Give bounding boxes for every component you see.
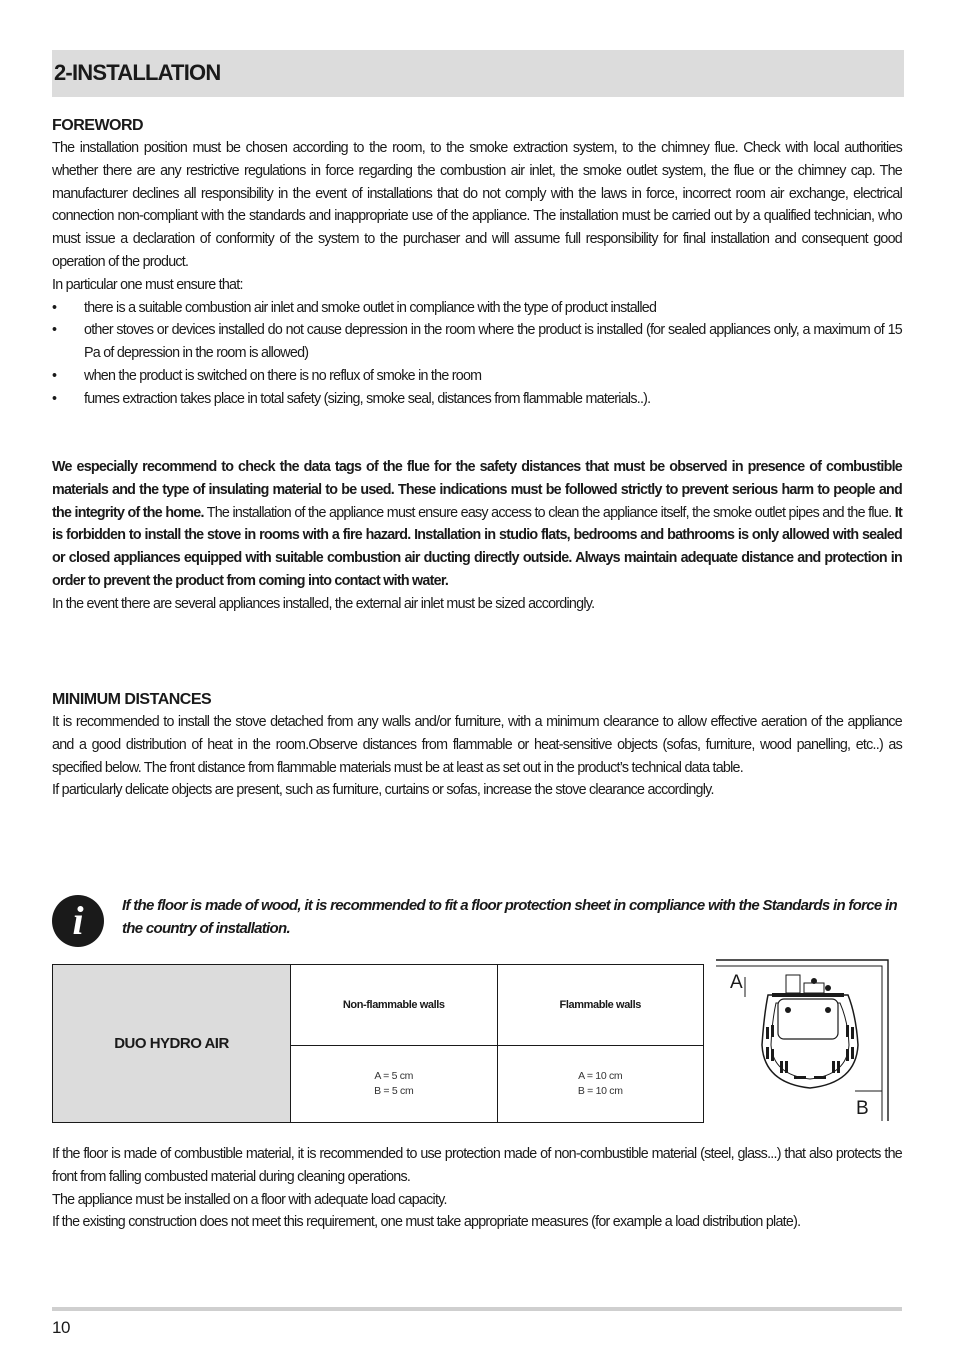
minimum-distances-heading: MINIMUM DISTANCES [52,691,212,708]
label-a: A [730,972,743,993]
flammable-values [497,1046,704,1123]
safety-paragraph [52,456,902,593]
floor-section [52,1143,902,1234]
stove-clearance-diagram [710,955,892,1125]
header-flammable: Flammable walls [497,965,704,1046]
bullet-item: • fumes extraction takes place in total safety (sizing, smoke seal, distances from flammable materials..). [52,388,902,411]
minimum-distances-paragraph: It is recommended to install the stove detached from any walls and/or furniture, with a minimum clearance to allow effective aeration of the appliance and a good distribution of heat in the room.Observe distances from flammable or heat-sensitive objects (sofas, furniture, wood panelling, etc..) as specified below. The front distance from flammable materials must be at least as set out in the product’s technical data table. [52,714,902,776]
section-title-bar [52,50,904,97]
foreword-intro: In particular one must ensure that: [52,276,243,293]
non-flammable-a: A = 5 cm [374,1070,414,1082]
foreword-heading: FOREWORD [52,117,144,134]
non-flammable-values [291,1046,498,1123]
flammable-a: A = 10 cm [578,1070,623,1082]
info-icon: i [52,895,104,947]
floor-paragraph-3: If the existing construction does not meet this requirement, one must take appropriate measures (for example a load distribution plate). [52,1214,801,1231]
foreword-paragraph: The installation position must be chosen according to the room, to the smoke extraction system, to the chimney flue. Check with local authorities whether there are any restrictive regulations in force regarding the combustion air inlet, the smoke outlet system, the flue or the chimney cap. The manufacturer declines all responsibility in the event of installations that do not comply with the laws in force, incorrect room air exchange, electrical connection non-compliant with the standards and inappropriate use of the appliance. The installation must be carried out by a qualified technician, who must issue a declaration of conformity of the system to the purchaser and will assume full responsibility for final installation and consequent good operation of the product. [52,140,902,270]
bullet-item: • when the product is switched on there is no reflux of smoke in the room [52,365,902,388]
safety-bold-2: It is forbidden to install the stove in rooms with a fire hazard. Installation in studio flats, bedrooms and bathrooms is only allowed with sealed or closed appliances equipped with suitable combustion air ducting directly outside. Always maintain adequate distance and protection in order to prevent the product from coming into contact with water. [52,504,902,589]
header-non-flammable: Non-flammable walls [291,965,498,1046]
foreword-section [52,115,902,411]
safety-bold-1: We especially recommend to check the data tags of the flue for the safety distances that must be observed in presence of combustible materials and the type of insulating material to be used. These indications must be followed strictly to prevent serious harm to people and the integrity of the home. [52,459,902,521]
minimum-distances-section [52,689,902,802]
safety-section [52,456,902,616]
model-name: DUO HYDRO AIR [53,965,291,1123]
floor-paragraph-1: If the floor is made of combustible material, it is recommended to use protection made of non-combustible material (steel, glass...) that also protects the front from falling combusted material during cleaning operations. [52,1146,902,1185]
distances-table [52,964,704,1123]
footer-divider [52,1307,902,1311]
safety-extra: In the event there are several appliances installed, the external air inlet must be sized accordingly. [52,595,595,612]
page-number: 10 [52,1318,70,1337]
floor-paragraph-2: The appliance must be installed on a floor with adequate load capacity. [52,1191,447,1208]
non-flammable-b: B = 5 cm [374,1085,414,1097]
page-title: 2-INSTALLATION [54,60,221,85]
label-b: B [856,1098,869,1119]
safety-normal-1: The installation of the appliance must ensure easy access to clean the appliance itself, the smoke outlet pipes and the flue. [203,504,895,521]
foreword-bullet-list [52,297,902,411]
bullet-item: • there is a suitable combustion air inlet and smoke outlet in compliance with the type of product installed [52,297,902,320]
floor-note: If the floor is made of wood, it is recommended to fit a floor protection sheet in compliance with the Standards in force in the country of installation. [122,897,897,937]
flammable-b: B = 10 cm [577,1085,623,1097]
minimum-distances-note: If particularly delicate objects are present, such as furniture, curtains or sofas, increase the stove clearance accordingly. [52,782,714,799]
bullet-item: • other stoves or devices installed do not cause depression in the room where the product is installed (for sealed appliances only, a maximum of 15 Pa of depression in the room is allowed) [52,319,902,365]
